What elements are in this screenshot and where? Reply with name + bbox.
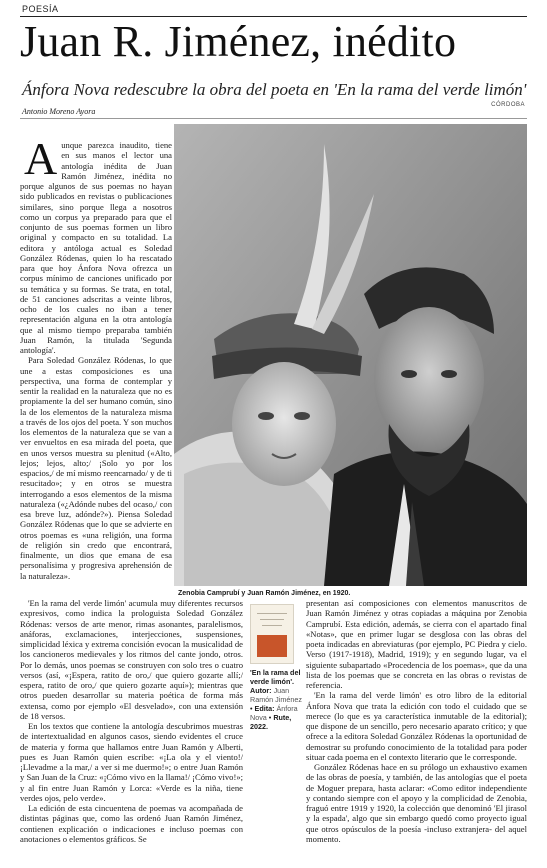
paragraph: 'En la rama del verde limón' acumula muy diferentes recursos expresivos, como indica la prologuista Soledad González Ródenas: versos de arte menor, rimas asonantes, paralelismos, anáforas, exclamaciones, interjecciones, suspensiones, simplicidad léxica y extrema concisión evocan la musicalidad de los cancioneros medievales y los ritmos del cante jondo, otros. Por lo demás, unos poemas se construyen con solo tres o cuatro versos (así, «¡Espera, ratito de oro,/ que quiero gozarte allí;/ espera, ratito de oro,/ que quiero gozarte aquí»); mientras que otros pueden desarrollar su materia poética de forma más extensa, como por ejemplo «El desvelado», con una extensión de 18 versos. (20, 598, 243, 721)
bullet-icon: • (268, 713, 272, 722)
cover-illustration (257, 635, 287, 657)
photo-caption: Zenobia Camprubí y Juan Ramón Jiménez, en 1920. (178, 590, 351, 597)
source-label: CÓRDOBA (491, 102, 525, 108)
book-title: 'En la rama del verde limón'. (250, 668, 301, 686)
article-column-right (306, 598, 527, 866)
paragraph: unque parezca inaudito, tiene en sus manos el lector una antología inédita de Juan Ramón Jiménez, inédita no porque algunos de sus poemas no hayan sido publicados en revistas o publicaciones similares, sino porque llega a nosotros como un corpus ya preparado para que el conjunto de sus poemas formen un libro original y compacto en su totalidad. La editora y antóloga actual es Soledad González Ródenas, quien lo ha rescatado para que hoy Ánfora Nova ofrezca un corpus mínimo de canciones unificado por su temática y su formas. Se trata, en total, de 51 canciones adscritas a veinte libros, ocho de los cuales no iban a tener representación alguna en la otra antología que al mismo tiempo preparaba también Juan Ramón, la titulada 'Segunda antología'. (20, 140, 172, 355)
book-cover-image (250, 604, 294, 664)
cover-line (262, 625, 282, 626)
section-label: POESÍA (22, 4, 59, 14)
byline: Antonio Moreno Ayora (22, 107, 96, 116)
paragraph: En los textos que contiene la antología descubrimos muestras de intertextualidad en algunos casos, siendo evidentes el cruce de materia y forma que hallamos entre Juan Ramón y Alberti, pues es Juan Ramón quien escribe: «¡La ola y el viento!/ ¡Llevadme a la mar,/ a ver si me duermo!»; o entre Juan Ramón y San Juan de la Cruz: «¡Cómo vivo en la llama!/ ¡Cómo vivo!»; y al fin entre Juan Ramón y Lorca: «Verde es la niña, tiene verdes ojos, pelo verde». (20, 721, 243, 803)
paragraph: González Ródenas hace en su prólogo un exhaustivo examen de las obras de poesía, y también, de las antologías que el poeta de Moguer prepara, hasta aclarar: «Como editor independiente y contando siempre con el apoyo y la complicidad de Zenobia, fraguó entre 1919 y 1920, la colección que denominó 'El jirasol y la espada', algo que sin embargo quedó como proyecto igual que otros opúsculos de la poesía -incluso extranjera- del aquel momento. (306, 762, 527, 844)
photo-portrait (174, 124, 527, 586)
paragraph: 'En la rama del verde limón' es otro libro de la editorial Ánfora Nova que trata la edición con todo el cuidado que se merece (lo que es ya característica inmutable de la editorial); que dispone de un sencillo, pero necesario aparato crítico; y que ofrece a la editora Soledad González Ródenas la oportunidad de demostrar su profundo conocimiento de la totalidad para poder situar cada poema en el contexto literario que le corresponde. (306, 690, 527, 762)
subheadline: Ánfora Nova redescubre la obra del poeta en 'En la rama del verde limón' (22, 80, 527, 99)
book-publisher: Ánfora Nova (250, 704, 298, 722)
paragraph: presentan así composiciones con elementos manuscritos de Juan Ramón Jiménez y otras copiadas a máquina por Zenobia Camprubí. Esta edición, además, se cierra con el apartado final «Notas», que en primer lugar se desglosa con las obras del poeta indicadas en abreviaturas (por ejemplo, PC Piedra y cielo. Verso (1917-1918), Madrid, 1919); y en segundo lugar, va el siguiente subapartado «Procedencia de los poemas», que da una lista de los poemas que se concreta en las obras o revistas de referencia. (306, 598, 527, 690)
bullet-icon: • (250, 704, 253, 713)
book-place: Rute, (273, 713, 292, 722)
headline: Juan R. Jiménez, inédito (20, 17, 457, 66)
portrait-image (174, 124, 527, 586)
book-info (250, 668, 302, 731)
cover-line (260, 619, 284, 620)
byline-rule (20, 118, 527, 119)
drop-cap: A (24, 140, 58, 184)
book-year: 2022. (250, 722, 268, 731)
article-column-bottom-left (20, 598, 243, 866)
author-label: Autor: (250, 686, 272, 695)
article-column-left (20, 140, 172, 585)
cover-line (257, 613, 287, 614)
paragraph: La edición de esta cincuentena de poemas va acompañada de distintas páginas que, como las ordenó Juan Ramón Jiménez, contienen explicación o indicaciones e incluso poemas con anotaciones o elementos gráficos. Se (20, 803, 243, 844)
book-author: Juan Ramón Jiménez (250, 686, 302, 704)
paragraph: Para Soledad González Ródenas, lo que une a estas composiciones es una perspectiva, una forma de contemplar y sentir la realidad en la naturaleza que no es propiamente la del ser humano común, sino la de los elementos de la naturaleza misma a través de los ojos del poeta. Y son muchos los elementos de la naturaleza que se van a ver envueltos en esa mirada del poeta, que en unos versos muestra su plenitud («Alto, lejos; lejos, alto;/ ¡Solo yo por los espacios,/ de mí mismo reencarnado/ y de ti resucitado»; y en otros se muestra interrogando a esos elementos de la misma naturaleza («¿Adónde nubes del ocaso,/ con esa breve luz, adónde?»). Piensa Soledad González Ródenas que lo que se advierte en otros poemas es «una religión, una forma de religión sin credo que encontrará, finalmente, un dios que emana de esa personalísima y progresiva aprehensión de la naturaleza». (20, 355, 172, 581)
publisher-label: Edita: (254, 704, 275, 713)
